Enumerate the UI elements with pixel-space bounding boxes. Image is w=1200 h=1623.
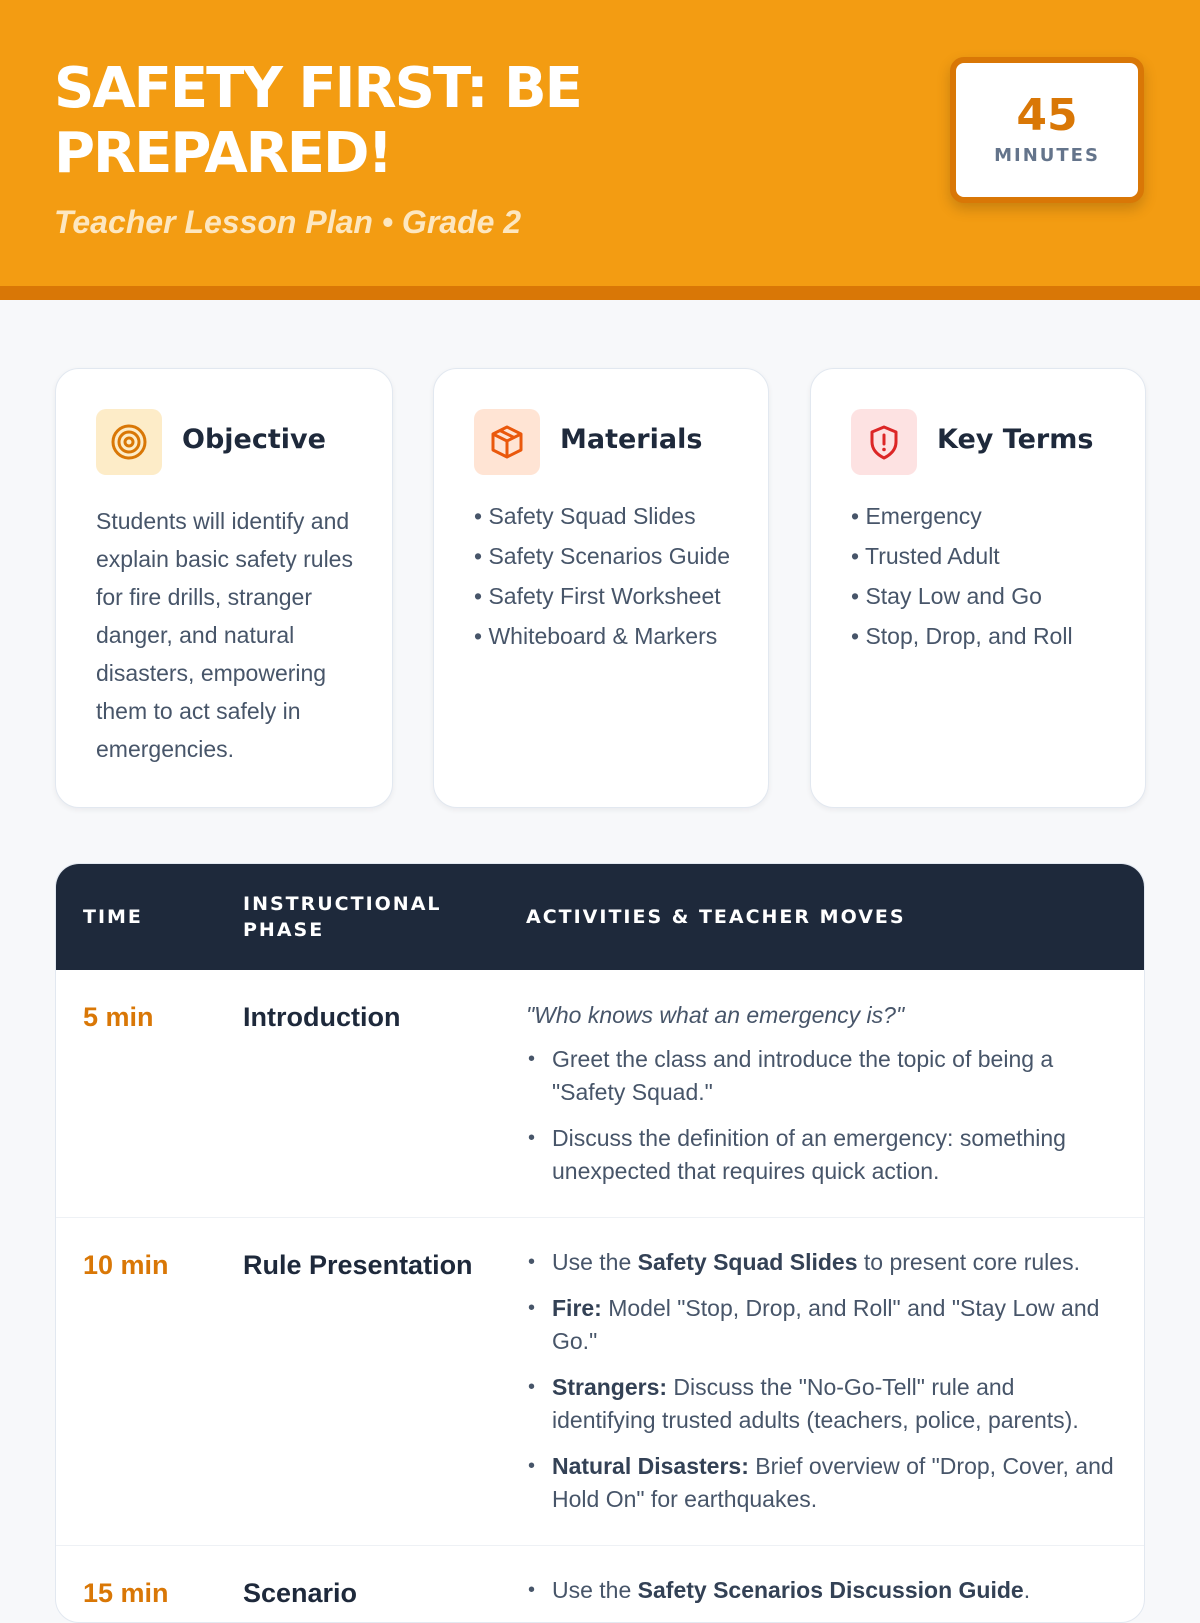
key-terms-list: [851, 500, 1115, 653]
key-terms-card: [810, 368, 1146, 808]
key-terms-list-wrap: [851, 500, 1115, 660]
list-item: • Safety Squad Slides: [474, 500, 738, 533]
row-activities: [526, 1000, 1116, 1201]
list-item: • Emergency: [851, 500, 1115, 533]
materials-title: Materials: [560, 424, 703, 455]
row-quote: "Who knows what an emergency is?": [526, 1002, 905, 1028]
column-header-activities: ACTIVITIES & TEACHER MOVES: [526, 906, 906, 928]
shield-alert-icon: [851, 409, 917, 475]
row-time: 15 min: [83, 1578, 169, 1608]
materials-list: [474, 500, 738, 653]
materials-list-wrap: [474, 500, 738, 660]
activity-item: • Fire: Model "Stop, Drop, and Roll" and "Stay Low and Go.": [526, 1292, 1116, 1358]
objective-text: Students will identify and explain basic safety rules for fire drills, stranger danger, and natural disasters, empowering them to act safely in emergencies.: [96, 508, 353, 762]
list-item: • Safety Scenarios Guide: [474, 540, 738, 573]
materials-card: [433, 368, 769, 808]
target-icon: [96, 409, 162, 475]
lesson-header: [0, 0, 1200, 300]
table-header: [56, 864, 1145, 970]
activity-list: [526, 1574, 1116, 1607]
duration-badge: [950, 57, 1144, 203]
objective-title: Objective: [182, 424, 326, 455]
activity-item: • Greet the class and introduce the topic of being a "Safety Squad.": [526, 1043, 1116, 1109]
row-activities: [526, 1574, 1116, 1620]
box-icon: [474, 409, 540, 475]
list-item: • Trusted Adult: [851, 540, 1115, 573]
list-item: • Stop, Drop, and Roll: [851, 620, 1115, 653]
table-row: [56, 1218, 1145, 1546]
activity-item: • Use the Safety Squad Slides to present core rules.: [526, 1246, 1116, 1279]
list-item: • Whiteboard & Markers: [474, 620, 738, 653]
page-title: SAFETY FIRST: BE PREPARED!: [54, 56, 581, 186]
column-header-phase: INSTRUCTIONAL PHASE: [243, 893, 442, 941]
row-phase: Introduction: [243, 1002, 401, 1032]
lesson-schedule-table: [55, 863, 1145, 1623]
activity-item: • Discuss the definition of an emergency: something unexpected that requires quick action.: [526, 1122, 1116, 1188]
list-item: • Safety First Worksheet: [474, 580, 738, 613]
row-time: 5 min: [83, 1002, 154, 1032]
activity-list: [526, 1043, 1116, 1188]
row-activities: [526, 1246, 1116, 1529]
objective-card: [55, 368, 393, 808]
key-terms-title: Key Terms: [937, 424, 1094, 455]
row-phase: Rule Presentation: [243, 1250, 473, 1280]
activity-item: • Use the Safety Scenarios Discussion Guide.: [526, 1574, 1116, 1607]
page-subtitle: Teacher Lesson Plan • Grade 2: [54, 204, 522, 240]
table-row: [56, 970, 1145, 1218]
activity-item: • Strangers: Discuss the "No-Go-Tell" rule and identifying trusted adults (teachers, police, parents).: [526, 1371, 1116, 1437]
duration-value: 45: [1016, 90, 1078, 141]
row-time: 10 min: [83, 1250, 169, 1280]
activity-list: [526, 1246, 1116, 1516]
row-phase: Scenario: [243, 1578, 358, 1608]
activity-item: • Natural Disasters: Brief overview of "Drop, Cover, and Hold On" for earthquakes.: [526, 1450, 1116, 1516]
table-row: [56, 1546, 1145, 1623]
duration-unit: MINUTES: [994, 145, 1100, 166]
list-item: • Stay Low and Go: [851, 580, 1115, 613]
column-header-time: TIME: [83, 906, 143, 928]
